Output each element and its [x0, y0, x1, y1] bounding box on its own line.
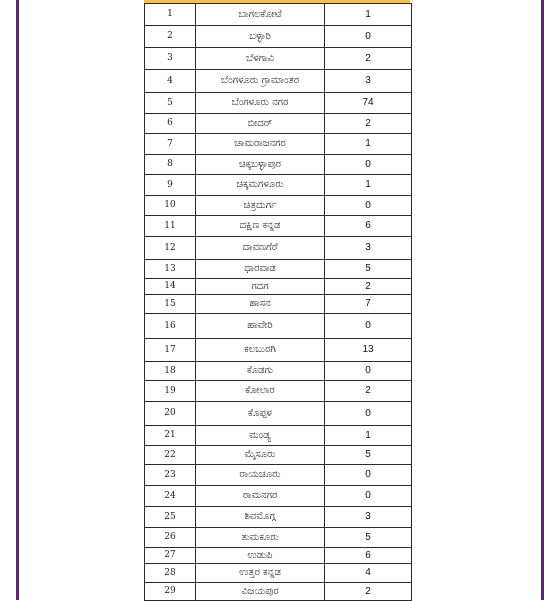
- serial-number-cell: 15: [145, 295, 196, 314]
- district-name-cell: ಧಾರವಾಡ: [196, 260, 325, 279]
- table-row: [145, 295, 412, 314]
- district-name-cell: ದಾವಣಗೆರೆ: [196, 237, 325, 260]
- serial-number-cell: 20: [145, 402, 196, 426]
- district-name-cell: ಕಲಬುರಗಿ: [196, 339, 325, 362]
- count-cell: 2: [325, 583, 412, 601]
- district-name-cell: ಮೈಸೂರು: [196, 446, 325, 465]
- district-name-cell: ವಿಜಯಪುರ: [196, 583, 325, 601]
- table-row: [145, 134, 412, 155]
- district-name-cell: ಬೆಂಗಳೂರು ಗ್ರಾಮಾಂತರ: [196, 70, 325, 93]
- table-row: [145, 237, 412, 260]
- serial-number-cell: 23: [145, 465, 196, 486]
- table-row: [145, 465, 412, 486]
- count-cell: 0: [325, 26, 412, 48]
- table-row: [145, 528, 412, 548]
- district-name-cell: ಬೆಂಗಳೂರು ನಗರ: [196, 93, 325, 114]
- serial-number-cell: 28: [145, 564, 196, 583]
- serial-number-cell: 13: [145, 260, 196, 279]
- count-cell: 6: [325, 216, 412, 237]
- serial-number-cell: 18: [145, 362, 196, 381]
- serial-number-cell: 14: [145, 279, 196, 295]
- count-cell: 0: [325, 196, 412, 216]
- count-cell: 1: [325, 134, 412, 155]
- count-cell: 13: [325, 339, 412, 362]
- district-name-cell: ಚಿತ್ರದುರ್ಗ: [196, 196, 325, 216]
- count-cell: 1: [325, 175, 412, 196]
- serial-number-cell: 8: [145, 155, 196, 175]
- serial-number-cell: 12: [145, 237, 196, 260]
- district-name-cell: ಉಡುಪಿ: [196, 548, 325, 564]
- serial-number-cell: 29: [145, 583, 196, 601]
- count-cell: 7: [325, 295, 412, 314]
- serial-number-cell: 11: [145, 216, 196, 237]
- count-cell: 0: [325, 465, 412, 486]
- table-row: [145, 486, 412, 507]
- count-cell: 6: [325, 548, 412, 564]
- count-cell: 5: [325, 528, 412, 548]
- table-row: [145, 114, 412, 134]
- serial-number-cell: 1: [145, 4, 196, 26]
- table-row: [145, 362, 412, 381]
- count-cell: 1: [325, 4, 412, 26]
- count-cell: 74: [325, 93, 412, 114]
- serial-number-cell: 4: [145, 70, 196, 93]
- district-name-cell: ಚಿಕ್ಕಮಗಳೂರು: [196, 175, 325, 196]
- serial-number-cell: 25: [145, 507, 196, 528]
- table-row: [145, 426, 412, 446]
- table-row: [145, 564, 412, 583]
- count-cell: 4: [325, 564, 412, 583]
- table-row: [145, 175, 412, 196]
- serial-number-cell: 3: [145, 48, 196, 70]
- district-name-cell: ಕೋಲಾರ: [196, 381, 325, 402]
- district-name-cell: ಬಾಗಲಕೋಟೆ: [196, 4, 325, 26]
- district-name-cell: ಚಿಕ್ಕಬಳ್ಳಾಪುರ: [196, 155, 325, 175]
- serial-number-cell: 6: [145, 114, 196, 134]
- district-count-table: [144, 3, 412, 601]
- count-cell: 0: [325, 486, 412, 507]
- count-cell: 3: [325, 70, 412, 93]
- page-border-right: [541, 0, 544, 600]
- district-name-cell: ಬಳ್ಳಾರಿ: [196, 26, 325, 48]
- table-row: [145, 314, 412, 339]
- serial-number-cell: 24: [145, 486, 196, 507]
- count-cell: 0: [325, 362, 412, 381]
- district-name-cell: ತುಮಕೂರು: [196, 528, 325, 548]
- count-cell: 0: [325, 155, 412, 175]
- serial-number-cell: 19: [145, 381, 196, 402]
- count-cell: 5: [325, 446, 412, 465]
- count-cell: 2: [325, 381, 412, 402]
- district-name-cell: ಬೀದರ್: [196, 114, 325, 134]
- table-row: [145, 93, 412, 114]
- table-row: [145, 4, 412, 26]
- table-row: [145, 402, 412, 426]
- district-name-cell: ಶಿವಮೊಗ್ಗ: [196, 507, 325, 528]
- table-row: [145, 216, 412, 237]
- serial-number-cell: 17: [145, 339, 196, 362]
- serial-number-cell: 26: [145, 528, 196, 548]
- count-cell: 1: [325, 426, 412, 446]
- table-body: [145, 4, 412, 601]
- serial-number-cell: 10: [145, 196, 196, 216]
- district-name-cell: ಹಾಸನ: [196, 295, 325, 314]
- table-row: [145, 339, 412, 362]
- district-name-cell: ರಾಯಚೂರು: [196, 465, 325, 486]
- district-name-cell: ಕೊಪ್ಪಳ: [196, 402, 325, 426]
- serial-number-cell: 16: [145, 314, 196, 339]
- table-row: [145, 583, 412, 601]
- table-row: [145, 381, 412, 402]
- district-name-cell: ರಾಮನಗರ: [196, 486, 325, 507]
- count-cell: 0: [325, 314, 412, 339]
- table-row: [145, 26, 412, 48]
- serial-number-cell: 27: [145, 548, 196, 564]
- table-row: [145, 260, 412, 279]
- table-row: [145, 548, 412, 564]
- serial-number-cell: 5: [145, 93, 196, 114]
- serial-number-cell: 22: [145, 446, 196, 465]
- table-row: [145, 155, 412, 175]
- count-cell: 5: [325, 260, 412, 279]
- count-cell: 3: [325, 507, 412, 528]
- table-row: [145, 196, 412, 216]
- district-name-cell: ಹಾವೇರಿ: [196, 314, 325, 339]
- district-name-cell: ದಕ್ಷಿಣ ಕನ್ನಡ: [196, 216, 325, 237]
- district-name-cell: ಮಂಡ್ಯ: [196, 426, 325, 446]
- district-name-cell: ಕೊಡಗು: [196, 362, 325, 381]
- count-cell: 2: [325, 279, 412, 295]
- page-border-left: [16, 0, 19, 600]
- serial-number-cell: 2: [145, 26, 196, 48]
- serial-number-cell: 7: [145, 134, 196, 155]
- district-name-cell: ಬೆಳಗಾವಿ: [196, 48, 325, 70]
- district-name-cell: ಚಾಮರಾಜನಗರ: [196, 134, 325, 155]
- table-row: [145, 70, 412, 93]
- count-cell: 2: [325, 48, 412, 70]
- table-row: [145, 279, 412, 295]
- table-row: [145, 507, 412, 528]
- table-row: [145, 48, 412, 70]
- count-cell: 0: [325, 402, 412, 426]
- serial-number-cell: 21: [145, 426, 196, 446]
- count-cell: 3: [325, 237, 412, 260]
- district-name-cell: ಗದಗ: [196, 279, 325, 295]
- table-row: [145, 446, 412, 465]
- district-name-cell: ಉತ್ತರ ಕನ್ನಡ: [196, 564, 325, 583]
- serial-number-cell: 9: [145, 175, 196, 196]
- count-cell: 2: [325, 114, 412, 134]
